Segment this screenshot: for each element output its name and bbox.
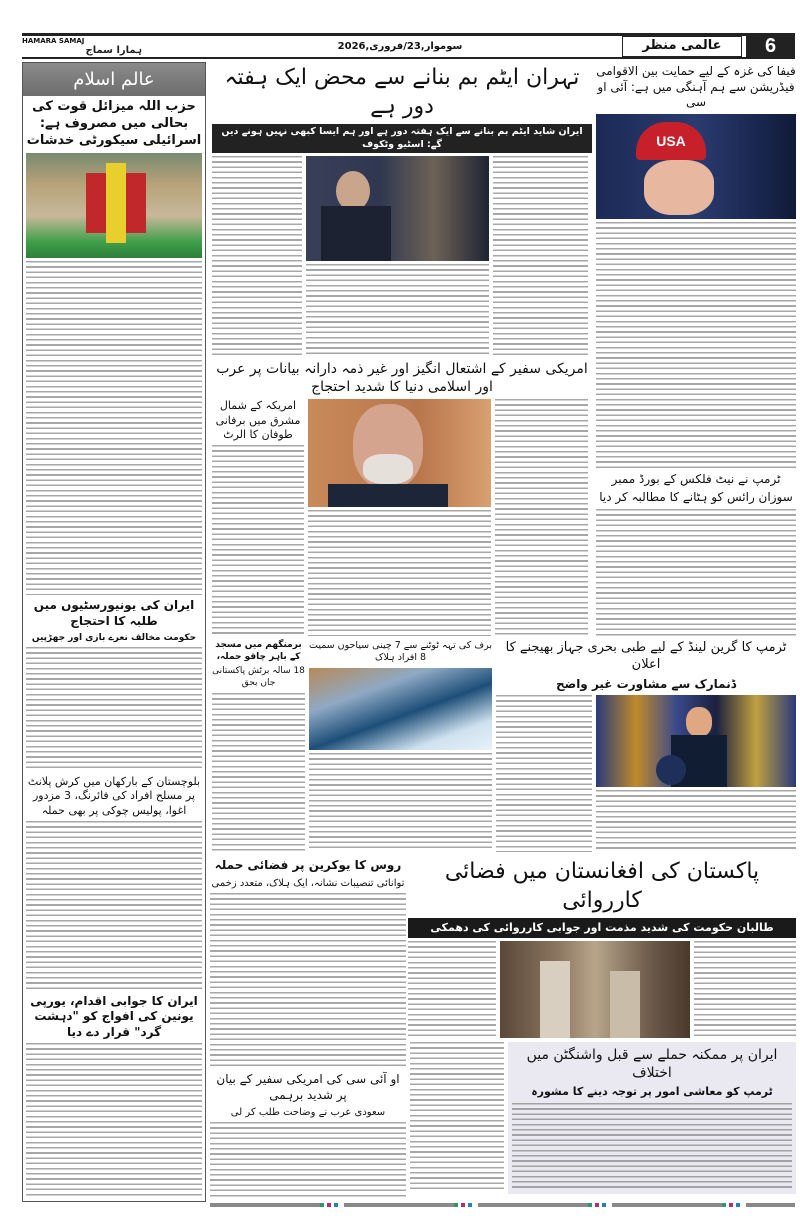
lead-body — [306, 264, 489, 356]
pakistan-body — [410, 1042, 504, 1192]
ioc-photo — [596, 114, 796, 219]
birmingham-body — [212, 693, 305, 852]
story-body — [26, 1043, 202, 1198]
trump-photo — [596, 695, 796, 787]
storm-headline: امریکہ کے شمال مشرق میں برفانی طوفان کا الرٹ — [215, 399, 301, 441]
oic-story — [210, 1072, 406, 1198]
lower-middle-stories — [212, 640, 492, 852]
greenland-story — [496, 640, 796, 852]
netflix-headline-line2: سوزان رائس کو ہٹانے کا مطالبہ کر دیا — [599, 490, 793, 505]
greenland-body — [496, 695, 592, 852]
iran-washington-headline: ایران پر ممکنہ حملے سے قبل واشنگٹن میں اختلاف — [526, 1047, 778, 1082]
ambassador-body — [495, 399, 588, 636]
iran-washington-subhead: ٹرمپ کو معاشی امور پر توجہ دینے کا مشورہ — [531, 1085, 773, 1099]
ice-body — [309, 753, 492, 852]
huckabee-photo — [308, 399, 491, 507]
right-column — [596, 64, 796, 636]
ambassador-headline: امریکی سفیر کے اشتعال انگیز اور غیر ذمہ دارانہ بیانات پر عرب اور اسلامی دنیا کا شدید احتجاج — [216, 361, 588, 396]
afghanistan-photo — [500, 941, 690, 1038]
masthead-rule — [22, 57, 795, 59]
oic-subhead: سعودی عرب نے وضاحت طلب کر لی — [230, 1107, 386, 1119]
story-body — [26, 261, 202, 596]
story-headline: ایران کا جوابی اقدام، یورپی یونین کی افواج کو "دہشت گرد" قرار دے دیا — [30, 993, 198, 1039]
story-body — [26, 647, 202, 772]
birmingham-headline: برمنگھم میں مسجد کے باہر چاقو حملہ، — [215, 640, 302, 662]
greenland-subhead: ڈنمارک سے مشاورت غیر واضح — [555, 676, 737, 691]
pakistan-headline: پاکستان کی افغانستان میں فضائی کارروائی — [444, 859, 760, 913]
pakistan-body — [408, 941, 496, 1038]
russia-subhead: توانائی تنصیبات نشانہ، ایک ہلاک، متعدد زخمی — [211, 877, 405, 889]
netflix-body — [596, 509, 796, 636]
greenland-headline: ٹرمپ کا گرین لینڈ کے لیے طبی بحری جہاز بھیجنے کا اعلان — [505, 640, 787, 672]
greenland-body — [596, 790, 796, 852]
page-number: 6 — [746, 34, 795, 58]
section-banner: عالم اسلام — [23, 63, 205, 96]
russia-headline: روس کا یوکرین پر فضائی حملہ — [214, 858, 402, 872]
russia-body — [210, 893, 406, 1068]
fifa-headline: فیفا کی غزہ کے لیے حمایت بین الاقوامی فیڈریشن سے ہم آہنگی میں ہے: آئی او سی — [596, 64, 796, 110]
pakistan-subhead: طالبان حکومت کی شدید مذمت اور جوابی کارروائی کی دھمکی — [408, 918, 796, 938]
ice-lake-photo — [309, 668, 492, 750]
ambassador-story — [212, 360, 592, 636]
pakistan-body — [694, 941, 796, 1038]
logo-urdu: ہمارا سماج — [85, 44, 142, 56]
lead-story — [212, 64, 592, 356]
lead-body — [212, 156, 302, 356]
section-title-box — [622, 36, 742, 57]
logo-latin: HAMARA SAMAJ — [22, 36, 85, 45]
lead-body — [493, 156, 588, 356]
pakistan-continued — [410, 1042, 504, 1192]
logo — [22, 36, 142, 57]
iran-washington-box — [508, 1042, 796, 1194]
story-headline: ایران کی یونیورسٹیوں میں طلبہ کا احتجاج — [33, 598, 195, 628]
hezbollah-ceremony-photo — [26, 153, 202, 258]
story-body — [26, 821, 202, 991]
witkoff-photo — [306, 156, 489, 261]
birmingham-headline-line2: 18 سالہ برٹش پاکستانی جاں بحق — [212, 666, 305, 689]
date: سوموار,23/فروری,2026 — [337, 41, 463, 52]
story-headline: بلوچستان کے بارکھان میں کرش پلانٹ پر مسلح افراد کی فائرنگ، 3 مزدور اغوا، پولیس چوکی پر بھی حملہ — [27, 774, 201, 817]
oic-headline: او آئی سی کی امریکی سفیر کے بیان پر شدید برہمی — [216, 1072, 400, 1102]
story-subhead: حکومت مخالف نعرے بازی اور جھڑپیں — [31, 632, 197, 643]
fifa-body — [596, 222, 796, 469]
story-headline: حزب اللہ میزائل قوت کی بحالی میں مصروف ہے: اسرائیلی سیکورٹی خدشات — [26, 99, 202, 148]
lead-headline: تہران ایٹم بم بنانے سے محض ایک ہفتہ دور ہے — [224, 65, 580, 119]
ice-headline: برف کی تہہ ٹوٹنے سے 7 چینی سیاحوں سمیت 8 افراد ہلاک — [309, 640, 492, 664]
russia-story — [210, 858, 406, 1068]
ambassador-body — [308, 510, 491, 636]
lead-subhead: ایران شاید ایٹم بم بنانے سے ایک ہفتہ دور ہے اور ہم ایسا کبھی نہیں ہونے دیں گے: اسٹیو وٹکوف — [212, 124, 592, 153]
storm-body — [212, 445, 304, 636]
oic-body — [210, 1122, 406, 1198]
iran-washington-body — [512, 1103, 792, 1190]
pakistan-story — [408, 858, 796, 1038]
netflix-headline: ٹرمپ نے نیٹ فلکس کے بورڈ ممبر — [611, 471, 781, 486]
red-cap: USA — [636, 122, 706, 160]
bottom-decorative-strip — [210, 1203, 795, 1207]
left-column — [22, 62, 206, 1202]
section-title: عالمی منظر — [642, 38, 722, 53]
